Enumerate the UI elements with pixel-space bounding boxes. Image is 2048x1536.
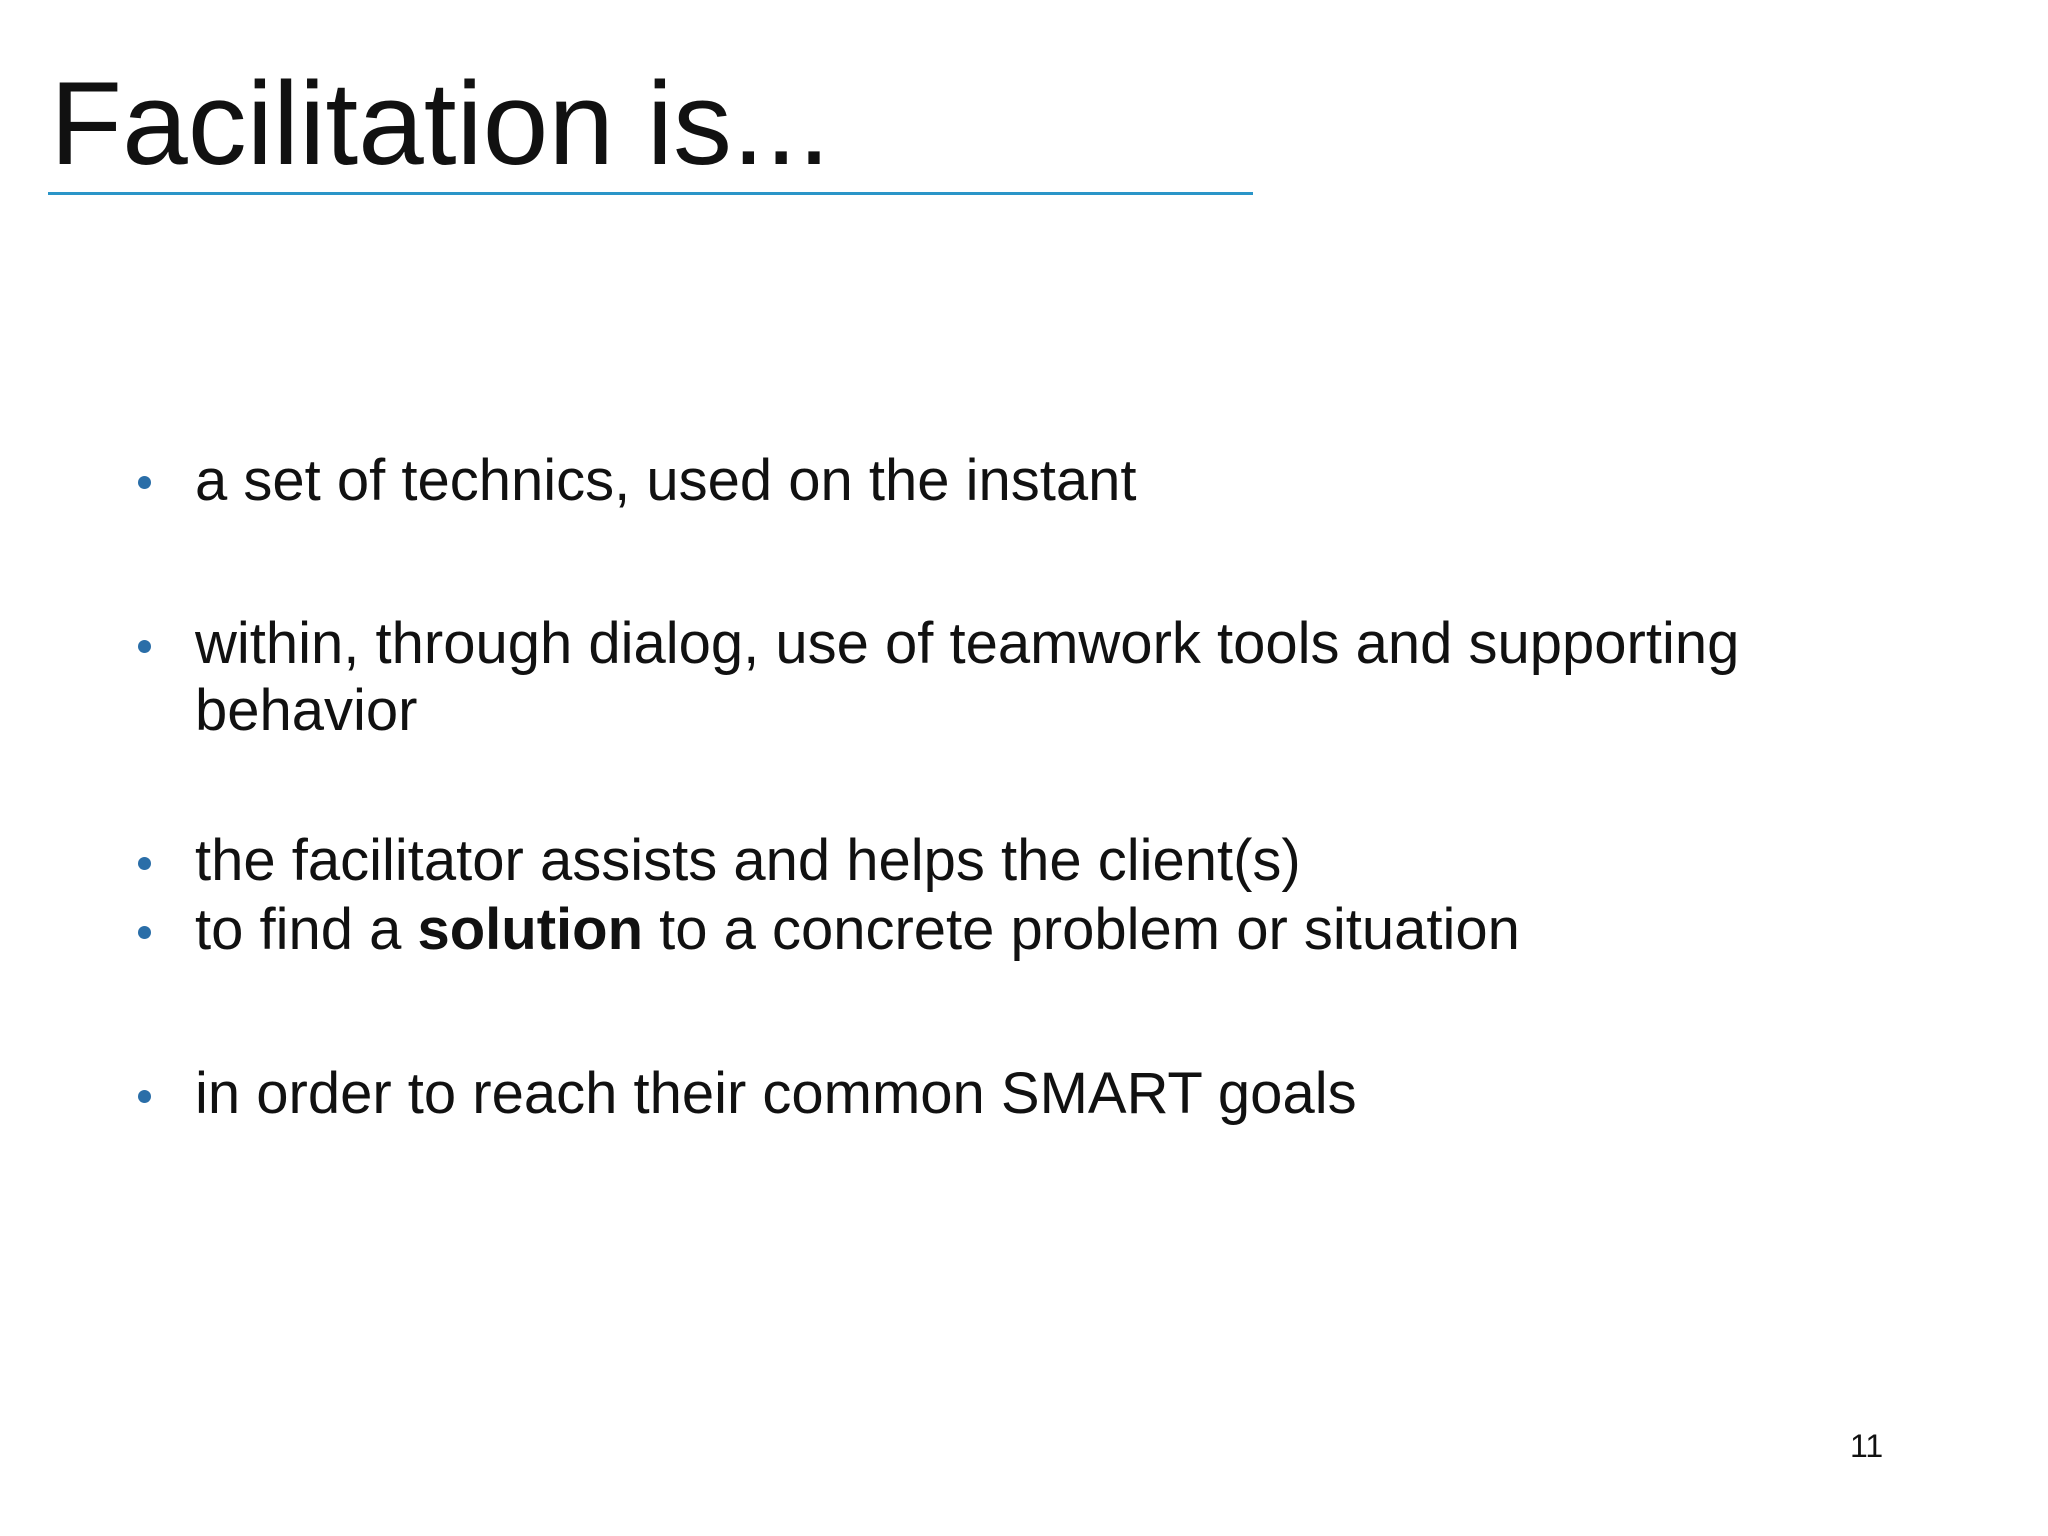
bullet-text-emphasis: solution [417,897,643,962]
slide-title: Facilitation is... [50,58,831,190]
bullet-dot-icon [138,476,151,489]
bullet-text-suffix: to a concrete problem or situation [643,897,1520,962]
bullet-dot-icon [138,926,151,939]
bullet-dot-icon [138,1090,151,1103]
bullet-item: in order to reach their common SMART goals [195,1061,1357,1126]
bullet-item: the facilitator assists and helps the client(s) [195,828,1301,893]
bullet-item: a set of technics, used on the instant [195,448,1137,513]
bullet-text-prefix: to find a [195,897,418,962]
title-underline [48,192,1253,195]
bullet-dot-icon [138,640,151,653]
bullet-dot-icon [138,857,151,870]
bullet-item: within, through dialog, use of teamwork tools and supporting behavior [195,611,1740,743]
bullet-item [195,896,1895,963]
page-number: 11 [1850,1428,1884,1464]
